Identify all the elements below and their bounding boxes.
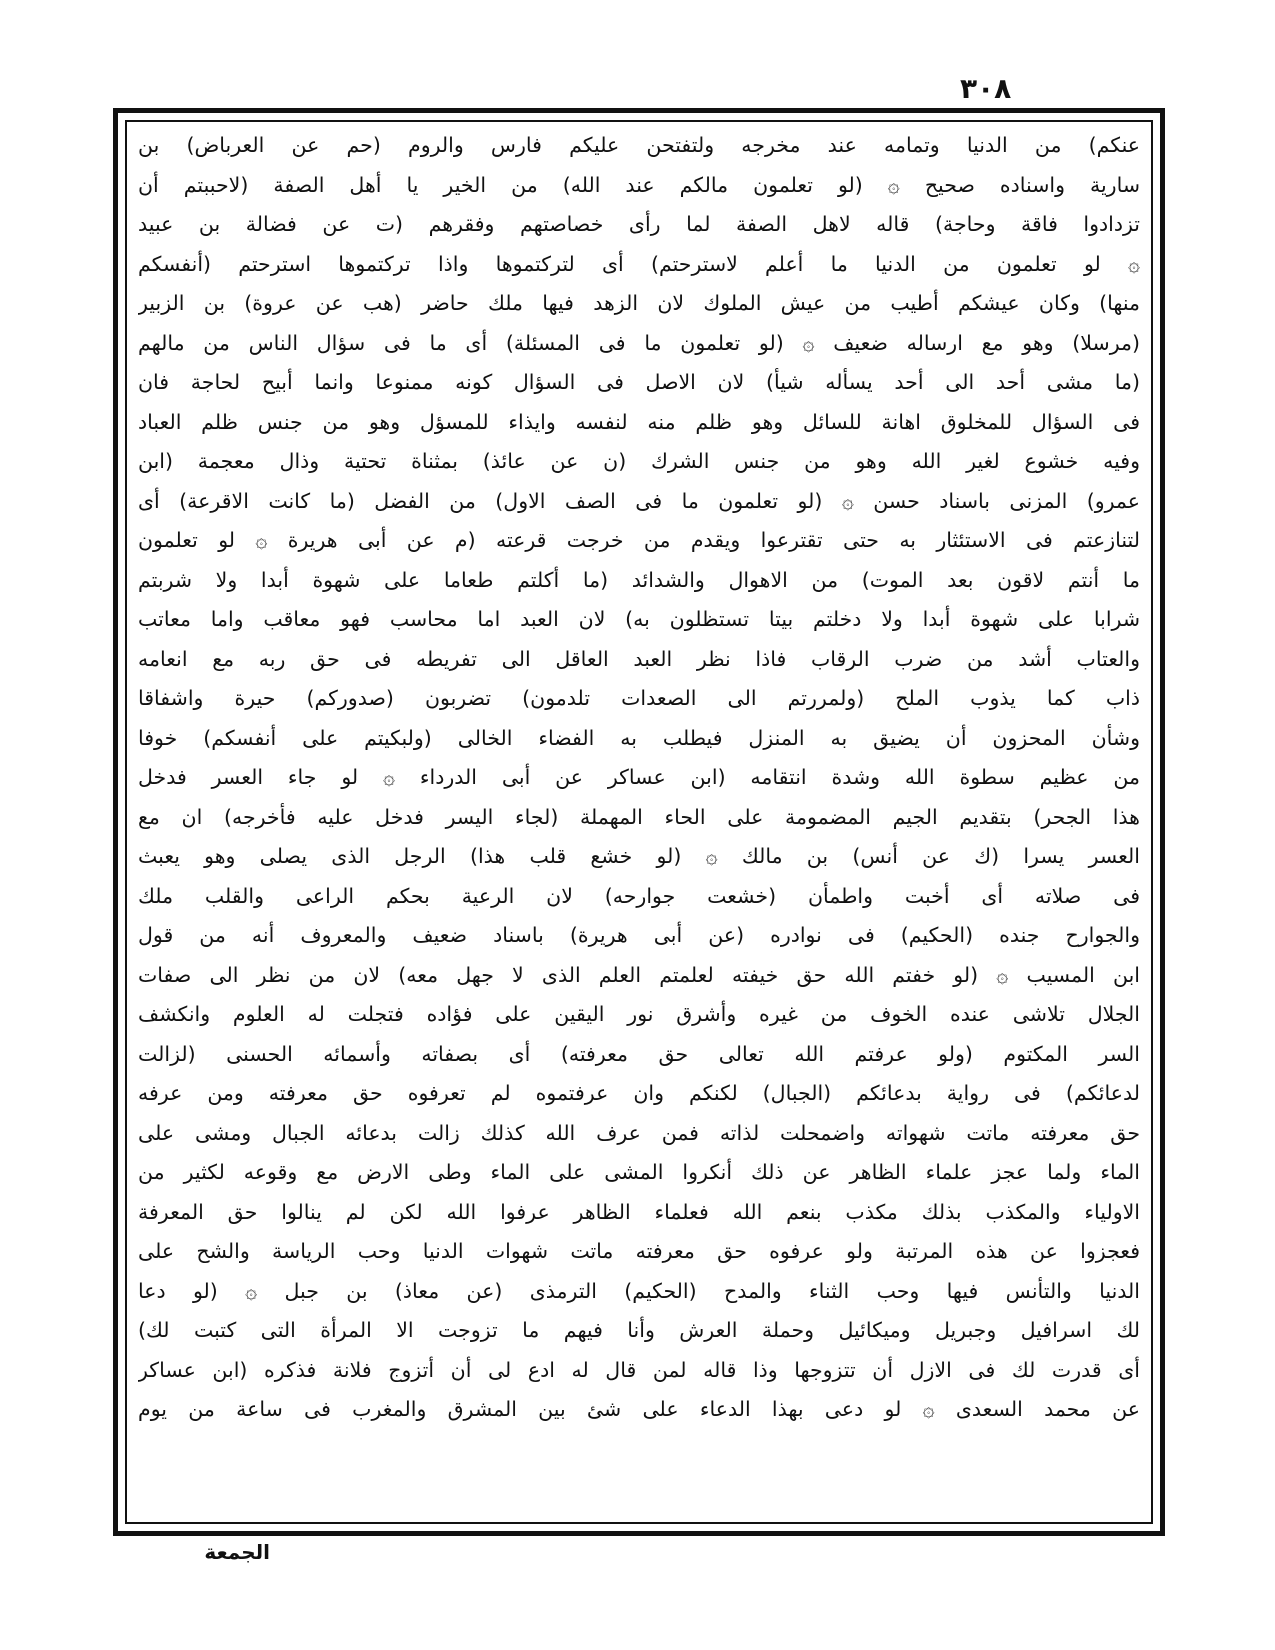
text-line: عمرو) المزنى باسناد حسن ۞ (لو تعلمون ما فى الصف الاول) من الفضل (ما كانت الاقرعة) أى	[138, 488, 1140, 513]
text-line: لك اسرافيل وجبريل وميكائيل وحملة العرش وأنا فيهم ما تزوجت الا المرأة التى كتبت لك)	[138, 1318, 1140, 1342]
text-line: تزدادوا فاقة وحاجة) قاله لاهل الصفة لما رأى خصاصتهم وفقرهم (ت عن فضالة بن عبيد	[138, 212, 1140, 236]
text-line: من عظيم سطوة الله وشدة انتقامه (ابن عساكر عن أبى الدرداء ۞ لو جاء العسر فدخل	[138, 765, 1140, 789]
text-line: حق معرفته ماتت شهواته واضمحلت لذاته فمن عرف الله كذلك زالت بدعائه الجبال ومشى على	[138, 1120, 1140, 1145]
text-line: ما أنتم لاقون بعد الموت) من الاهوال والشدائد (ما أكلتم طعاما على شهوة أبدا ولا شربتم	[138, 567, 1140, 592]
text-line: والجوارح جنده (الحكيم) فى نوادره (عن أبى هريرة) باسناد ضعيف والمعروف أنه من قول	[138, 923, 1140, 947]
text-line: لتنازعتم فى الاستئثار به حتى تقترعوا ويقدم من خرجت قرعته (م عن أبى هريرة ۞ لو تعلمون	[138, 528, 1140, 552]
catchword: الجمعة	[204, 1540, 270, 1564]
text-line: فى صلاته أى أخبت واطمأن (خشعت جوارحه) لان الرعية بحكم الراعى والقلب ملك	[138, 883, 1140, 908]
text-line: السر المكتوم (ولو عرفتم الله تعالى حق معرفته) أى بصفاته وأسمائه الحسنى (لزالت	[138, 1041, 1140, 1066]
text-line: ابن المسيب ۞ (لو خفتم الله حق خيفته لعلمتم العلم الذى لا جهل معه) لان من نظر الى صفات	[138, 962, 1140, 987]
text-line: الاولياء والمكذب بذلك مكذب بنعم الله فعلماء الظاهر عرفوا الله لكن لم ينالوا حق المعرفة	[138, 1199, 1140, 1224]
text-line: (مرسلا) وهو مع ارساله ضعيف ۞ (لو تعلمون ما فى المسئلة) أى ما فى سؤال الناس من مالهم	[138, 330, 1140, 355]
text-line: وفيه خشوع لغير الله وهو من جنس الشرك (ن عن عائذ) بمثناة تحتية وذال معجمة (ابن	[138, 449, 1140, 473]
main-text-block	[138, 126, 1140, 1518]
text-line: سارية واسناده صحيح ۞ (لو تعلمون مالكم عند الله) من الخير يا أهل الصفة (لاحببتم أن	[138, 172, 1140, 197]
page-number: ٣٠٨	[960, 72, 1012, 105]
text-line: ذاب كما يذوب الملح (ولمررتم الى الصعدات تلدمون) تضربون (صدوركم) حيرة واشفاقا	[138, 686, 1140, 710]
text-line: لدعائكم) فى رواية بدعائكم (الجبال) لكنكم وان عرفتموه لم تعرفوه حق معرفته ومن عرفه	[138, 1081, 1140, 1105]
text-line: فعجزوا عن هذه المرتبة ولو عرفوه حق معرفته ماتت شهوات الدنيا وحب الرياسة والشح على	[138, 1239, 1140, 1263]
text-line: عن محمد السعدى ۞ لو دعى بهذا الدعاء على شئ بين المشرق والمغرب فى ساعة من يوم	[138, 1397, 1140, 1421]
text-line: هذا الجحر) بتقديم الجيم المضمومة على الحاء المهملة (لجاء اليسر فدخل عليه فأخرجه) ان مع	[138, 804, 1140, 829]
text-line: فى السؤال للمخلوق اهانة للسائل وهو ظلم منه لنفسه وايذاء للمسؤل وهو من جنس ظلم العباد	[138, 409, 1140, 434]
text-line: ۞ لو تعلمون من الدنيا ما أعلم لاسترحتم) أى لتركتموها واذا تركتموها استرحتم (أنفسكم	[138, 251, 1140, 276]
text-line: وشأن المحزون أن يضيق به المنزل فيطلب به الفضاء الخالى (ولبكيتم على أنفسكم) خوفا	[138, 725, 1140, 750]
text-line: الدنيا والتأنس فيها وحب الثناء والمدح (الحكيم) الترمذى (عن معاذ) بن جبل ۞ (لو دعا	[138, 1278, 1140, 1303]
text-line: (ما مشى أحد الى أحد يسأله شيأ) لان الاصل فى السؤال كونه ممنوعا وانما أبيح لحاجة فان	[138, 370, 1140, 394]
text-line: العسر يسرا (ك عن أنس) بن مالك ۞ (لو خشع قلب هذا) الرجل الذى يصلى وهو يعبث	[138, 844, 1140, 868]
text-line: الماء ولما عجز علماء الظاهر عن ذلك أنكروا المشى على الماء وطى الارض مع وقوعه لكثير من	[138, 1160, 1140, 1184]
text-line: أى قدرت لك فى الازل أن تتزوجها وذا قاله لمن قال له ادع لى أن أتزوج فلانة فذكره (ابن عساكر	[138, 1357, 1140, 1382]
text-line: شرابا على شهوة أبدا ولا دخلتم بيتا تستظلون به) لان العبد اما محاسب فهو معاقب واما معاتب	[138, 607, 1140, 631]
text-line: الجلال تلاشى عنده الخوف من غيره وأشرق نور اليقين على فؤاده فتجلت له العلوم وانكشف	[138, 1002, 1140, 1026]
text-line: عنكم) من الدنيا وتمامه عند مخرجه ولتفتحن عليكم فارس والروم (حم عن العرباض) بن	[138, 133, 1140, 157]
text-line: منها) وكان عيشكم أطيب من عيش الملوك لان الزهد فيها ملك حاضر (هب عن عروة) بن الزبير	[138, 291, 1140, 315]
text-line: والعتاب أشد من ضرب الرقاب فاذا نظر العبد العاقل الى تفريطه فى حق ربه مع انعامه	[138, 646, 1140, 671]
